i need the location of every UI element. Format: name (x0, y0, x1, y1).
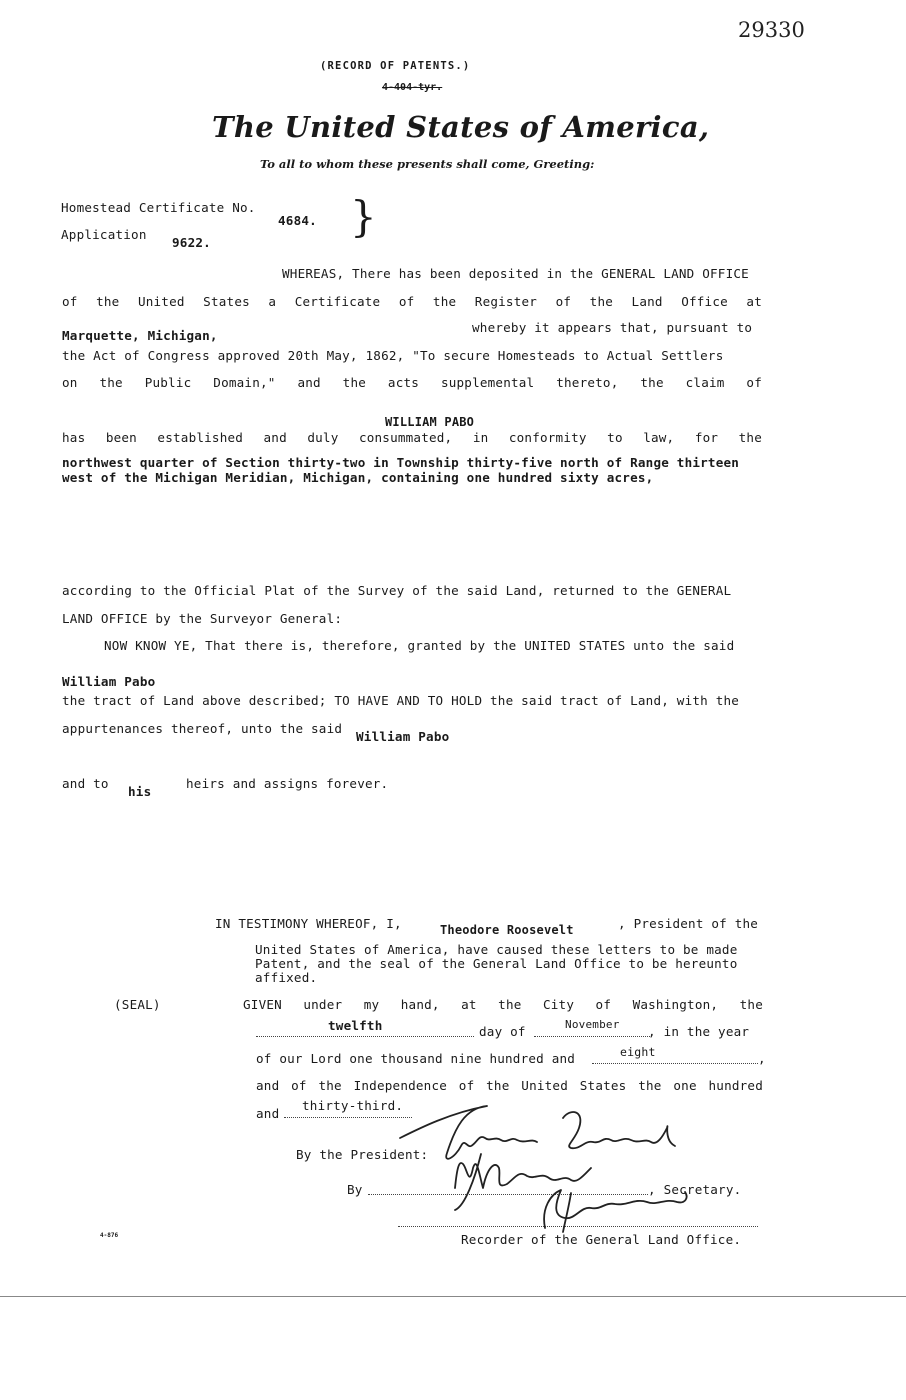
form-code: 4-404-tyr. (382, 82, 443, 93)
in-testimony: IN TESTIMONY WHEREOF, I, (215, 916, 402, 931)
by-the-president: By the President: (296, 1147, 429, 1162)
grantee-name-2: William Pabo (356, 729, 450, 744)
recorder-label: Recorder of the General Land Office. (461, 1232, 742, 1247)
lord-line: of our Lord one thousand nine hundred and (256, 1051, 576, 1066)
president-name: Theodore Roosevelt (440, 923, 574, 937)
and-label: and (256, 1106, 280, 1121)
handwritten-signatures (395, 1098, 705, 1238)
greeting: To all to whom these presents shall come, Greeting: (260, 157, 595, 171)
main-title: The United States of America, (212, 110, 710, 144)
claimant-name: WILLIAM PABO (385, 415, 475, 429)
brace: } (350, 192, 377, 241)
day-of: day of (479, 1024, 526, 1039)
application-number: 9622. (172, 235, 211, 250)
caused-line-3: affixed. (255, 970, 318, 985)
application-label: Application (61, 227, 147, 242)
record-title: (RECORD OF PATENTS.) (320, 60, 471, 72)
independence-value: thirty-third. (302, 1098, 404, 1113)
secretary-label: , Secretary. (648, 1182, 742, 1197)
now-know-ye: NOW KNOW YE, That there is, therefore, granted by the UNITED STATES unto the said (104, 638, 735, 653)
land-description-2: west of the Michigan Meridian, Michigan, containing one hundred sixty acres, (62, 470, 654, 485)
by-label: By (347, 1182, 363, 1197)
pronoun: his (128, 784, 152, 799)
tract-line: the tract of Land above described; TO HAVE AND TO HOLD the said tract of Land, with the (62, 693, 740, 708)
seal-label: (SEAL) (114, 997, 161, 1012)
president-of-the: , President of the (618, 916, 759, 931)
grantee-name: William Pabo (62, 674, 156, 689)
heirs-line: heirs and assigns forever. (186, 776, 389, 791)
land-office-location: Marquette, Michigan, (62, 328, 218, 343)
caused-line-1: United States of America, have caused these letters to be made (255, 942, 738, 957)
homestead-label: Homestead Certificate No. (61, 200, 256, 215)
plat-line-1: according to the Official Plat of the Survey of the said Land, returned to the GENERAL (62, 583, 732, 598)
year-comma: , (758, 1051, 766, 1066)
given-line: GIVEN under my hand, at the City of Washington, the (243, 997, 763, 1012)
land-description-1: northwest quarter of Section thirty-two in Township thirty-five north of Range thirteen (62, 455, 740, 470)
page-bottom-rule (0, 1296, 906, 1297)
caused-line-2: Patent, and the seal of the General Land Office to be hereunto (255, 956, 738, 971)
body-line-3: whereby it appears that, pursuant to (472, 320, 753, 335)
appurtenances-line: appurtenances thereof, unto the said (62, 721, 343, 736)
in-the-year: , in the year (648, 1024, 750, 1039)
and-to: and to (62, 776, 109, 791)
document-number: 29330 (738, 18, 805, 42)
body-line-6: has been established and duly consummated, in conformity to law, for the (62, 430, 762, 445)
whereas-line: WHEREAS, There has been deposited in the GENERAL LAND OFFICE (282, 266, 749, 281)
body-line-4: the Act of Congress approved 20th May, 1862, "To secure Homesteads to Actual Settlers (62, 348, 724, 363)
homestead-number: 4684. (278, 213, 317, 228)
plat-line-2: LAND OFFICE by the Surveyor General: (62, 611, 343, 626)
body-line-5: on the Public Domain," and the acts supplemental thereto, the claim of (62, 375, 762, 390)
month-value: November (565, 1018, 620, 1031)
footer-code: 4-876 (100, 1232, 119, 1239)
year-value: eight (620, 1045, 656, 1059)
body-line-2: of the United States a Certificate of the Register of the Land Office at (62, 294, 762, 309)
independence-line: and of the Independence of the United States the one hundred (256, 1078, 763, 1093)
day-value: twelfth (328, 1018, 383, 1033)
